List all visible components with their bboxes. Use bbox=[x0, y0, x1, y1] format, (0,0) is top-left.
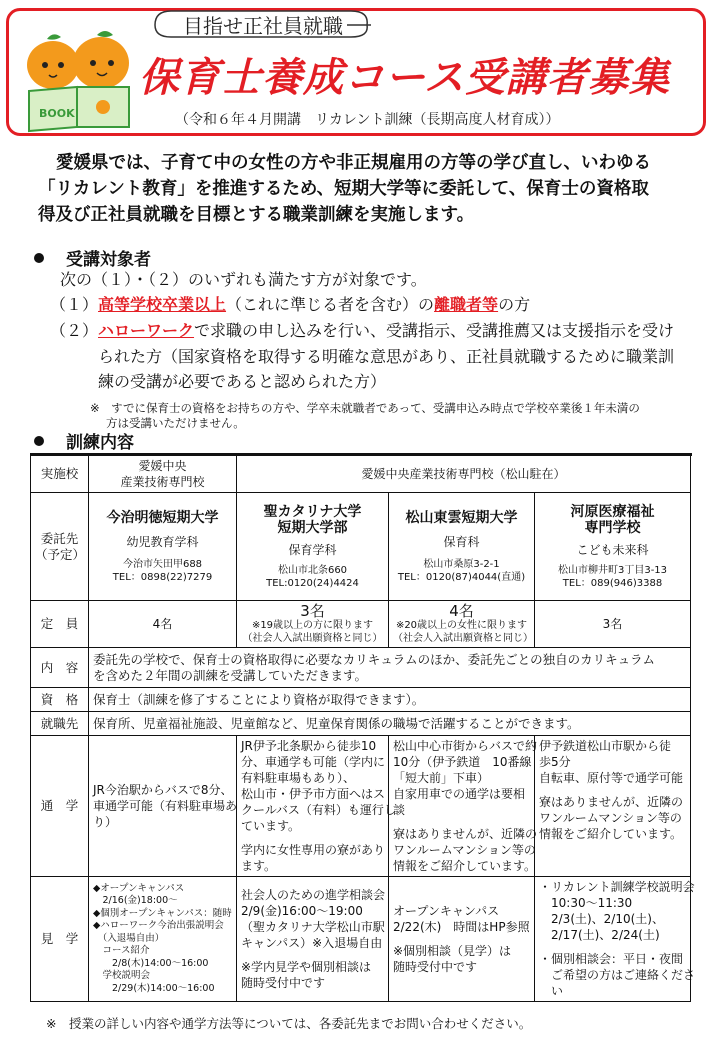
visit-cell-2 bbox=[237, 877, 389, 1002]
row-label-employment: 就職先 bbox=[31, 712, 89, 736]
capacity-note: ※20歳以上の女性に限ります bbox=[395, 620, 528, 631]
target-item-2-line2: られた方（国家資格を取得する明確な意思があり、正社員就職するために職業訓 bbox=[98, 347, 675, 366]
cell-line: JR今治駅からバスで8分、 bbox=[93, 783, 233, 797]
cell-line: 2/17(土)、2/24(土) bbox=[539, 928, 660, 942]
capacity-cell-3 bbox=[389, 601, 535, 648]
cell-line: 学内に女性専用の寮があり bbox=[241, 843, 386, 857]
bullet-icon bbox=[34, 436, 44, 446]
entrust-name: 今治明徳短期大学 bbox=[106, 509, 219, 526]
row-label-entrust bbox=[31, 493, 89, 601]
item-text: （これに準じる者を含む）の bbox=[226, 295, 435, 314]
table-row bbox=[31, 455, 691, 493]
cell-line: 伊予鉄道松山市駅から徒 bbox=[539, 739, 672, 753]
cell-line: ご希望の方はご連絡くださ bbox=[539, 968, 696, 982]
footer-note: ※ 授業の詳しい内容や通学方法等については、各委託先までお問い合わせください。 bbox=[46, 1016, 532, 1031]
cell-line: （入退場自由） bbox=[93, 932, 165, 944]
cell-line: 10:30～11:30 bbox=[539, 896, 633, 910]
visit-cell-3 bbox=[389, 877, 535, 1002]
row-label-visit: 見 学 bbox=[31, 877, 89, 1002]
header-pill-text: 目指せ正社員就職 bbox=[183, 14, 343, 38]
section-heading-training bbox=[34, 428, 134, 453]
cell-line: JR伊予北条駅から徒歩10 bbox=[241, 739, 377, 753]
cell-line: 2/29(木)14:00～16:00 bbox=[93, 982, 215, 994]
commute-cell-4 bbox=[535, 736, 691, 877]
table-row bbox=[31, 493, 691, 601]
entrust-address: 松山市北条660 bbox=[277, 564, 348, 576]
intro-paragraph bbox=[38, 150, 696, 228]
cell-line: ・個別相談会：平日・夜間 bbox=[539, 952, 684, 966]
section-heading-target bbox=[34, 245, 151, 270]
row-label-capacity: 定 員 bbox=[31, 601, 89, 648]
mikyan-mascot-icon bbox=[19, 25, 139, 135]
content-cell bbox=[89, 648, 691, 688]
bullet-icon bbox=[34, 253, 44, 263]
visit-cell-4 bbox=[535, 877, 696, 1002]
commute-cell-3 bbox=[389, 736, 538, 877]
cell-line: 寮はありませんが、近隣の bbox=[539, 795, 684, 809]
cell-line bbox=[539, 786, 686, 794]
cell-line: コース紹介 bbox=[93, 945, 150, 957]
cell-line: 談 bbox=[393, 803, 406, 817]
table-row bbox=[31, 648, 691, 688]
school-cell-2: 愛媛中央産業技術専門校（松山駐在） bbox=[237, 455, 691, 493]
target-note-line1: ※ すでに保育士の資格をお持ちの方や、学卒未就職者であって、受講申込み時点で学校卒業後１年未満の bbox=[90, 401, 640, 415]
school-name-line: 愛媛中央 bbox=[138, 459, 187, 473]
target-item-2-line3: 練の受講が必要であると認められた方） bbox=[98, 372, 387, 391]
target-note-line2: 方は受講いただけません。 bbox=[106, 416, 245, 430]
school-name-line: 産業技術専門校 bbox=[120, 475, 205, 489]
row-label-qualification: 資 格 bbox=[31, 688, 89, 712]
entrust-address: 松山市桑原3-2-1 bbox=[423, 558, 500, 570]
page-title: 保育士養成コース受講者募集 bbox=[139, 55, 670, 101]
cell-line: 随時受付中です bbox=[241, 976, 326, 990]
content-line: を含めた２年間の訓練を受講していただきます。 bbox=[93, 667, 368, 683]
row-label-content: 内 容 bbox=[31, 648, 89, 688]
cell-line: い bbox=[539, 984, 564, 998]
entrust-dept: 保育学科 bbox=[288, 542, 337, 557]
cell-line: 情報をご紹介しています。 bbox=[393, 859, 537, 873]
cell-line: 自家用車での通学は要相 bbox=[393, 787, 526, 801]
cell-line: 分、車通学も可能（学内に bbox=[241, 755, 386, 769]
cell-line: 情報をご紹介しています。 bbox=[539, 827, 683, 841]
table-row bbox=[31, 688, 691, 712]
commute-cell-1 bbox=[89, 736, 237, 877]
cell-line: 2/3(土)、2/10(土)、 bbox=[539, 912, 664, 926]
cell-line bbox=[393, 935, 530, 943]
table-row bbox=[31, 601, 691, 648]
target-item-1 bbox=[50, 293, 530, 317]
item-number: （２） bbox=[50, 321, 99, 340]
cell-line: 学校説明会 bbox=[93, 970, 151, 982]
entrust-cell-1 bbox=[89, 493, 237, 601]
cell-line: 自転車、原付等で通学可能 bbox=[539, 771, 684, 785]
section-heading-text: 受講対象者 bbox=[66, 250, 151, 270]
cell-line: 「短大前」下車） bbox=[393, 771, 490, 785]
school-cell-1 bbox=[89, 455, 237, 493]
capacity-cell-2 bbox=[237, 601, 389, 648]
entrust-tel: TEL：0898(22)7279 bbox=[112, 571, 213, 583]
entrust-address: 松山市柳井町3丁目3-13 bbox=[557, 564, 668, 576]
capacity-number: 4名 bbox=[449, 602, 474, 620]
entrust-name: 専門学校 bbox=[584, 519, 641, 536]
entrust-name: 聖カタリナ大学 bbox=[263, 503, 362, 520]
highlight-text: 高等学校卒業以上 bbox=[98, 295, 227, 314]
capacity-note: （社会人入試出願資格と同じ） bbox=[242, 633, 383, 644]
cell-line: ◆個別オープンキャンパス：随時 bbox=[93, 907, 232, 919]
book-label: BOOK bbox=[39, 107, 75, 120]
item-number: （１） bbox=[50, 295, 99, 314]
cell-line: ます。 bbox=[241, 859, 277, 873]
highlight-text: ハローワーク bbox=[98, 321, 195, 340]
cell-line: 随時受付中です bbox=[393, 960, 478, 974]
cell-line: （聖カタリナ大学松山市駅 bbox=[241, 920, 385, 934]
entrust-name: 河原医療福祉 bbox=[570, 503, 655, 520]
table-row bbox=[31, 736, 691, 877]
cell-line: 社会人のための進学相談会 bbox=[241, 888, 386, 902]
entrust-name: 短期大学部 bbox=[277, 519, 348, 536]
cell-line: 車通学可能（有料駐車場あ bbox=[93, 799, 238, 813]
cell-line: 有料駐車場もあり）、 bbox=[241, 771, 356, 785]
capacity-note: ※19歳以上の方に限ります bbox=[251, 620, 374, 631]
entrust-tel: TEL:0120(24)4424 bbox=[266, 577, 359, 589]
table-row bbox=[31, 877, 691, 1002]
entrust-tel: TEL：0120(87)4044(直通) bbox=[397, 571, 526, 583]
intro-line: 愛媛県では、子育て中の女性の方や非正規雇用の方等の学び直し、いわゆる bbox=[56, 153, 651, 173]
intro-line: 「リカレント教育」を推進するため、短期大学等に委託して、保育士の資格取 bbox=[38, 179, 649, 199]
cell-line: ◆ハローワーク今治出張説明会 bbox=[93, 920, 224, 932]
cell-line: 2/9(金)16:00～19:00 bbox=[241, 904, 363, 918]
item-text: で求職の申し込みを行い、受講指示、受講推薦又は支援指示を受け bbox=[194, 321, 675, 340]
page-subtitle: （令和６年４月開講 リカレント訓練（長期高度人材育成）） bbox=[175, 112, 560, 128]
entrust-address: 今治市矢田甲688 bbox=[122, 558, 203, 570]
cell-line: 松山市・伊予市方面へはス bbox=[241, 787, 386, 801]
section-heading-text: 訓練内容 bbox=[66, 433, 134, 453]
cell-line: 2/8(木)14:00～16:00 bbox=[93, 957, 209, 969]
entrust-dept: こども未来科 bbox=[576, 542, 649, 557]
capacity-number: 3名 bbox=[300, 602, 325, 620]
entrust-cell-4 bbox=[535, 493, 691, 601]
target-item-2 bbox=[50, 319, 674, 343]
content-line: 委託先の学校で、保育士の資格取得に必要なカリキュラムのほか、委託先ごとの独自のカリキュラム bbox=[93, 651, 656, 667]
cell-line: キャンパス）※入退場自由 bbox=[241, 936, 383, 950]
entrust-cell-2 bbox=[237, 493, 389, 601]
entrust-tel: TEL：089(946)3388 bbox=[562, 577, 663, 589]
employment-cell: 保育所、児童福祉施設、児童館など、児童保育関係の職場で活躍することができます。 bbox=[89, 712, 691, 736]
cell-line: 10分（伊予鉄道 10番線 bbox=[393, 755, 532, 769]
cell-line: 歩5分 bbox=[539, 755, 571, 769]
training-table bbox=[30, 453, 696, 1002]
cell-line: 松山中心市街からバスで約 bbox=[393, 739, 538, 753]
cell-line bbox=[539, 943, 686, 951]
capacity-cell-4: 3名 bbox=[535, 601, 691, 648]
capacity-cell-1: 4名 bbox=[89, 601, 237, 648]
intro-line: 得及び正社員就職を目標とする職業訓練を実施します。 bbox=[38, 205, 475, 225]
cell-line: 2/22(木) 時間はHP参照 bbox=[393, 920, 530, 934]
cell-line bbox=[241, 951, 384, 959]
entrust-dept: 保育科 bbox=[443, 534, 480, 549]
entrust-dept: 幼児教育学科 bbox=[126, 534, 199, 549]
cell-line: ◆オープンキャンパス bbox=[93, 882, 185, 894]
target-lead: 次の（１）・（２）のいずれも満たす方が対象です。 bbox=[60, 270, 427, 289]
visit-cell-1 bbox=[89, 877, 237, 1002]
cell-line bbox=[393, 818, 530, 826]
commute-cell-2 bbox=[237, 736, 396, 877]
capacity-note: （社会人入試出願資格と同じ） bbox=[393, 633, 533, 644]
cell-line: り） bbox=[93, 815, 118, 829]
item-text: の方 bbox=[498, 295, 531, 314]
cell-line: 寮はありませんが、近隣の bbox=[393, 827, 538, 841]
cell-line: ※個別相談（見学）は bbox=[393, 944, 512, 958]
cell-line bbox=[241, 834, 384, 842]
cell-line: 2/16(金)18:00～ bbox=[93, 895, 178, 907]
row-label-line: （予定） bbox=[35, 546, 86, 562]
header-banner bbox=[6, 8, 706, 136]
cell-line: ※学内見学や個別相談は bbox=[241, 960, 372, 974]
highlight-text: 離職者等 bbox=[434, 295, 499, 314]
row-label-school: 実施校 bbox=[31, 455, 89, 493]
entrust-name: 松山東雲短期大学 bbox=[405, 509, 518, 526]
entrust-cell-3 bbox=[389, 493, 535, 601]
table-row bbox=[31, 712, 691, 736]
cell-line: ています。 bbox=[241, 819, 301, 833]
cell-line: ・リカレント訓練学校説明会 bbox=[539, 880, 695, 894]
row-label-line: 委託先 bbox=[40, 530, 79, 546]
cell-line: ワンルームマンション等の bbox=[539, 811, 682, 825]
qualification-cell: 保育士（訓練を修了することにより資格が取得できます）。 bbox=[89, 688, 691, 712]
cell-line: クールバス（有料）も運行し bbox=[241, 803, 396, 817]
cell-line: ワンルームマンション等の bbox=[393, 843, 536, 857]
cell-line: オープンキャンパス bbox=[393, 904, 500, 918]
row-label-commute: 通 学 bbox=[31, 736, 89, 877]
